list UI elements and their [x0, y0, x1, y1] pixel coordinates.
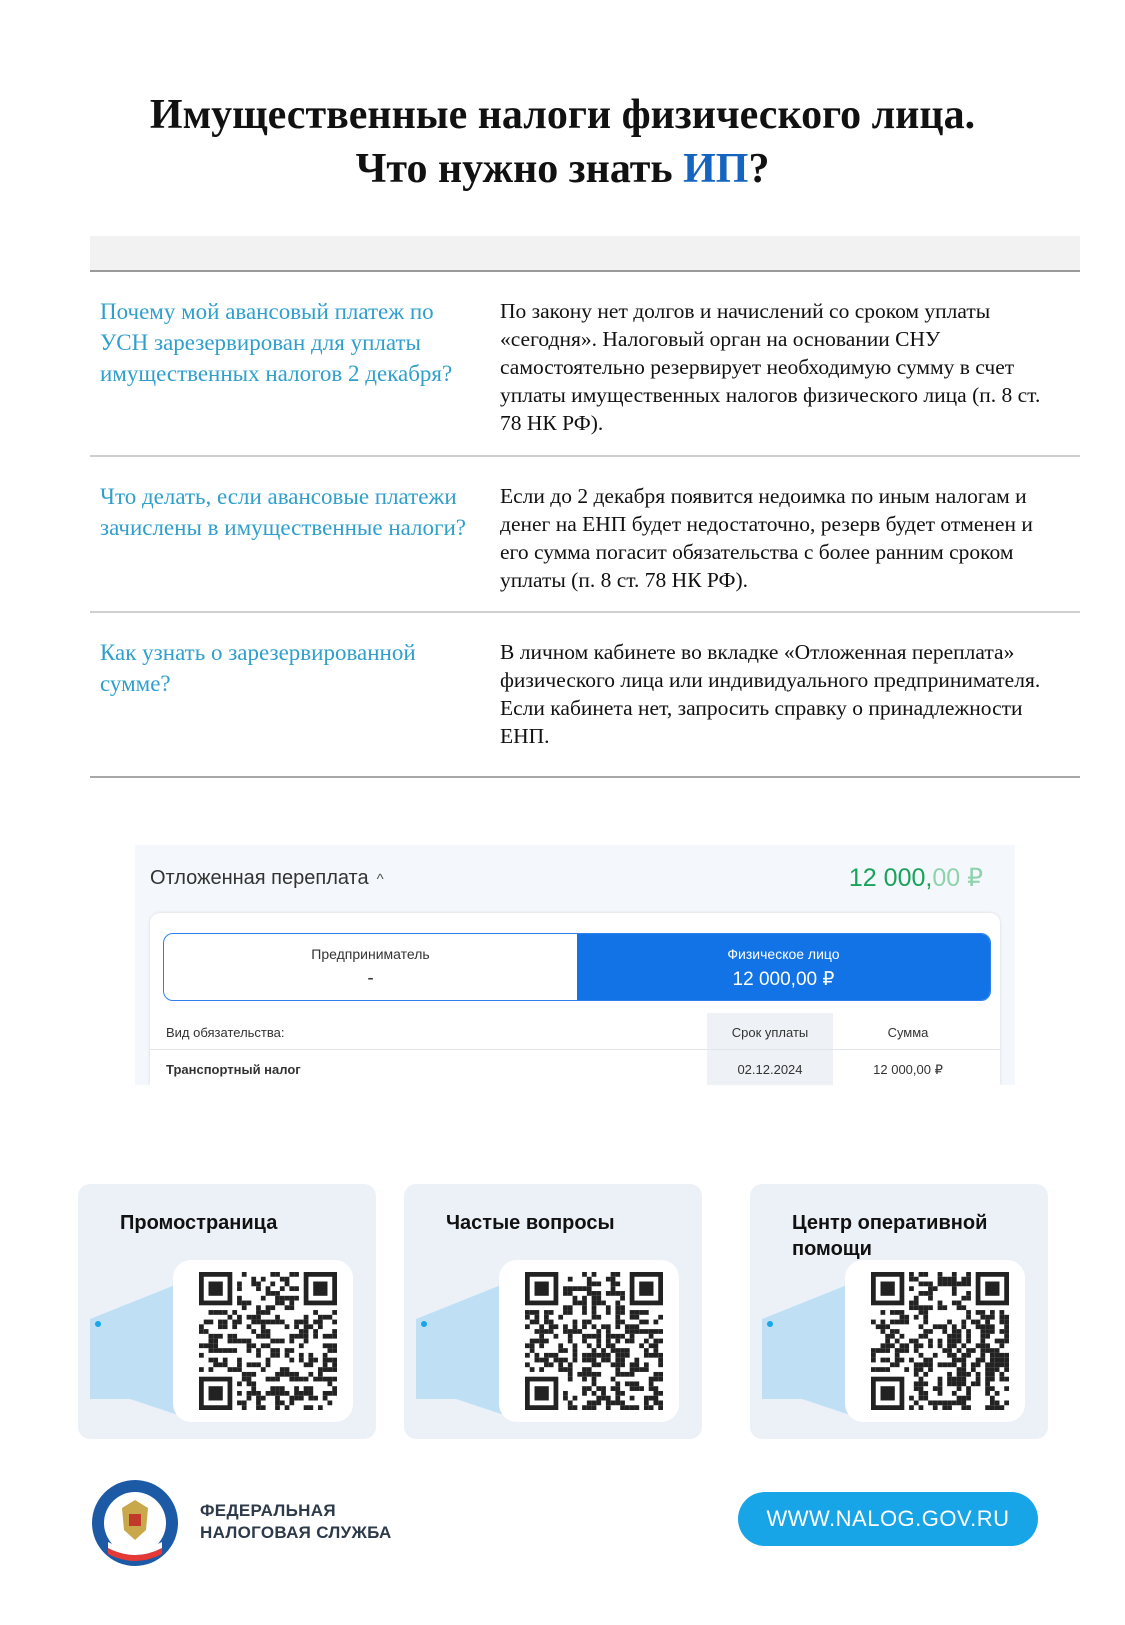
qr-code-icon	[867, 1272, 1013, 1410]
faq-answer: В личном кабинете во вкладке «Отложенная переплата» физического лица или индивидуального предпринимателя. Если кабинета нет, запросить справку о принадлежности ЕНП.	[500, 640, 1041, 748]
table-row	[150, 1050, 1000, 1085]
total-dim: 00 ₽	[932, 864, 983, 892]
segment-individual	[577, 934, 990, 1000]
org-line-1: ФЕДЕРАЛЬНАЯ	[200, 1501, 336, 1520]
table-header-row	[150, 1013, 1000, 1050]
qr-card-help-center[interactable]	[750, 1184, 1048, 1439]
row-sum: 12 000,00 ₽	[873, 1062, 943, 1077]
row-due: 02.12.2024	[737, 1062, 803, 1077]
faq-answer: По закону нет долгов и начислений со сроком уплаты «сегодня». Налоговый орган на основании СНУ самостоятельно резервирует необходимую сумму в счет уплаты имущественных налогов физического лица (п. 8 ст. 78 НК РФ).	[500, 299, 1041, 435]
title-line-2-prefix: Что нужно знать	[355, 146, 684, 192]
qr-code-icon	[195, 1272, 341, 1410]
faq-question: Что делать, если авансовые платежи зачислены в имущественные налоги?	[100, 484, 466, 540]
segment-individual-value: 12 000,00 ₽	[732, 969, 835, 990]
deferred-overpayment-total	[849, 863, 983, 893]
col-sum-header: Сумма	[887, 1025, 929, 1040]
title-accent-ip: ИП	[683, 146, 749, 192]
faq-question: Как узнать о зарезервированной сумме?	[100, 640, 416, 696]
faq-row	[90, 613, 1080, 778]
deferred-overpayment-label: Отложенная переплата	[150, 867, 369, 889]
chevron-up-icon: ^	[376, 871, 384, 888]
taxpayer-type-toggle	[163, 933, 991, 1001]
col-due-header: Срок уплаты	[731, 1025, 809, 1040]
total-main: 12 000,	[848, 864, 933, 892]
faq-question: Почему мой авансовый платеж по УСН зарезервирован для уплаты имущественных налогов 2 декабря?	[100, 299, 453, 386]
qr-card-promo[interactable]	[78, 1184, 376, 1439]
segment-entrepreneur	[164, 934, 577, 1000]
deferred-overpayment-title	[150, 867, 384, 890]
title-line-2	[0, 142, 1125, 196]
overpayment-card	[150, 913, 1000, 1085]
cabinet-screenshot	[135, 845, 1015, 1085]
qr-code-frame	[499, 1260, 679, 1422]
col-type-header: Вид обязательства:	[166, 1025, 285, 1040]
faq-row	[90, 272, 1080, 457]
segment-entrepreneur-label: Предприниматель	[311, 946, 430, 962]
qr-card-label: Частые вопросы	[446, 1212, 615, 1234]
title-line-2-suffix: ?	[748, 146, 770, 192]
row-type: Транспортный налог	[166, 1062, 301, 1077]
faq-row	[90, 457, 1080, 613]
qr-card-label: Центр оперативной помощи	[792, 1212, 988, 1260]
qr-code-frame	[173, 1260, 353, 1422]
qr-code-frame	[845, 1260, 1025, 1422]
faq-answer: Если до 2 декабря появится недоимка по иным налогам и денег на ЕНП будет недостаточно, резерв будет отменен и его сумма погасит обязательства с более ранним сроком уплаты (п. 8 ст. 78 НК РФ).	[500, 484, 1033, 592]
segment-individual-label: Физическое лицо	[727, 946, 840, 962]
qr-card-label: Промостраница	[120, 1212, 278, 1234]
faq-table	[90, 236, 1080, 778]
qr-code-icon	[521, 1272, 667, 1410]
org-line-2: НАЛОГОВАЯ СЛУЖБА	[200, 1523, 392, 1542]
fns-emblem-icon	[90, 1478, 180, 1568]
website-button[interactable]: WWW.NALOG.GOV.RU	[738, 1492, 1038, 1546]
faq-table-header	[90, 236, 1080, 272]
obligations-table	[150, 1013, 1000, 1085]
segment-entrepreneur-value: -	[367, 968, 374, 989]
qr-card-faq[interactable]	[404, 1184, 702, 1439]
document-title	[0, 88, 1125, 196]
fns-org-name	[200, 1500, 392, 1544]
title-line-1: Имущественные налоги физического лица.	[149, 92, 976, 138]
